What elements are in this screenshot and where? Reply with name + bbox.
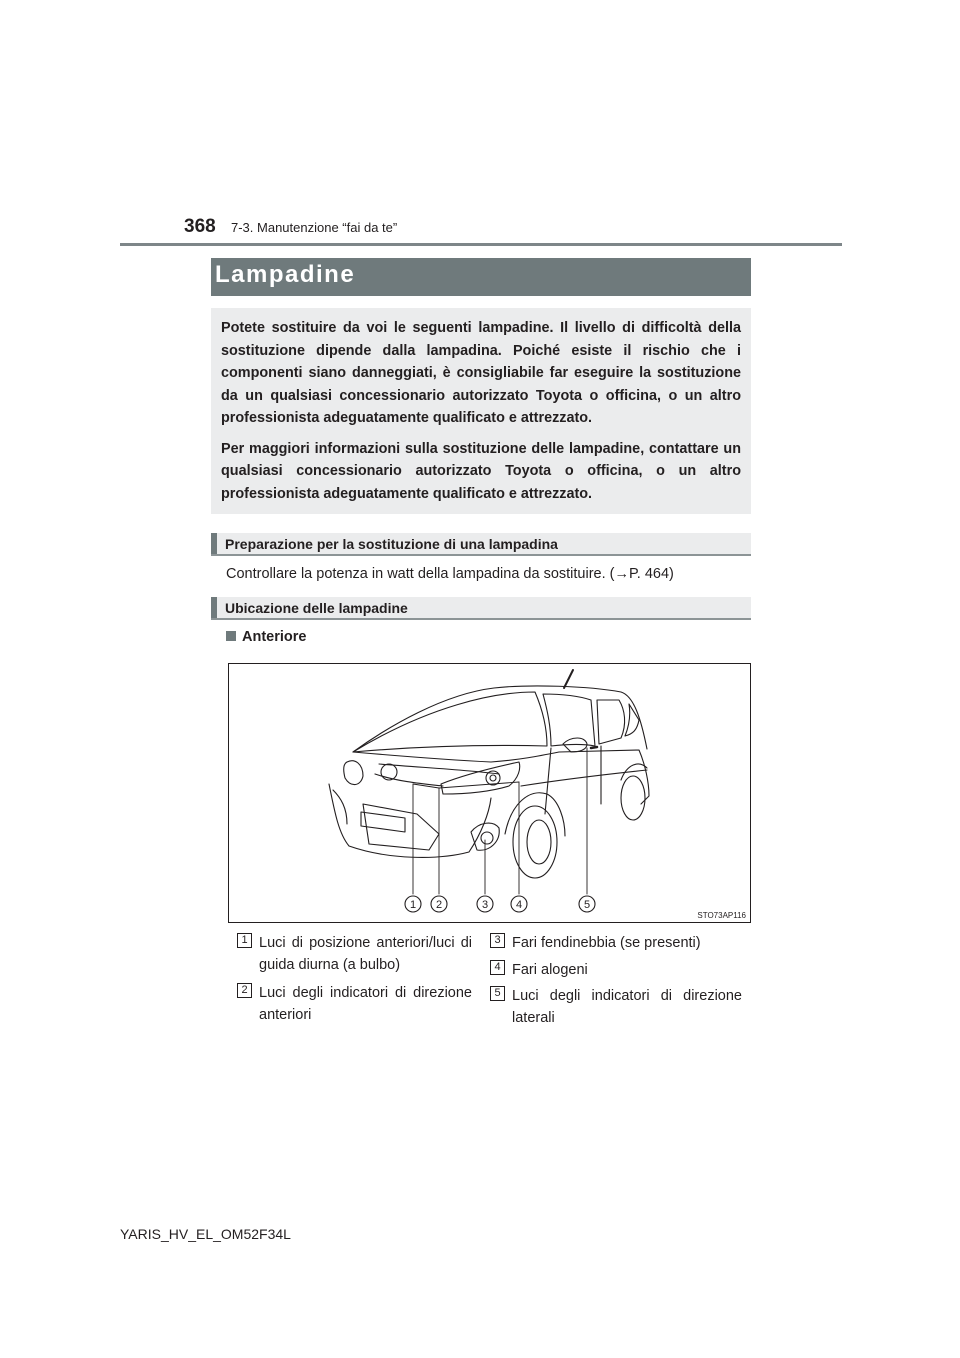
subheading-preparation-label: Preparazione per la sostituzione di una lampadina [225, 536, 558, 552]
front-heading [226, 629, 306, 645]
hood-line [353, 752, 491, 762]
legend-text-3: Fari fendinebbia (se presenti) [512, 935, 701, 951]
legend-text-1: Luci di posizione anteriori/luci di guida diurna (a bulbo) [259, 935, 472, 973]
car-roof-outline [353, 686, 647, 752]
subheading-location-label: Ubicazione delle lampadine [225, 600, 408, 616]
callout-number-3: 3 [481, 899, 489, 911]
subheading-preparation [211, 533, 751, 556]
door-line [545, 748, 551, 814]
rear-wheel-arch [621, 764, 647, 780]
header-rule [120, 243, 842, 246]
lower-grille [363, 804, 439, 850]
car-figure [228, 663, 751, 923]
front-wheel [513, 806, 557, 878]
legend-number-4: 4 [490, 960, 505, 975]
intro-box [211, 308, 751, 514]
legend-number-1: 1 [237, 933, 252, 948]
headlight-right [441, 762, 520, 794]
rear-quarter-window [625, 704, 639, 736]
page-title: Lampadine [215, 261, 356, 288]
callout-number-2: 2 [435, 899, 443, 911]
rear-wheel [621, 776, 645, 820]
legend-text-5: Luci degli indicatori di direzione laterali [512, 988, 742, 1026]
legend-text-2: Luci degli indicatori di direzione anteriori [259, 985, 472, 1023]
legend-number-3: 3 [490, 933, 505, 948]
body-side [491, 750, 649, 804]
intro-paragraph-2: Per maggiori informazioni sulla sostituzione delle lampadine, contattare un qualsiasi concessionario autorizzato Toyota o officina, o un altro professionista adeguatamente qualificato e attrezzato. [221, 440, 741, 502]
side-window-front [543, 694, 595, 746]
preparation-text: Controllare la potenza in watt della lampadina da sostituire. (→P. 464) [226, 566, 674, 582]
bumper-left-curve [333, 790, 347, 824]
callout-number-1: 1 [409, 899, 417, 911]
side-window-rear [597, 700, 625, 744]
callout-number-4: 4 [515, 899, 523, 911]
figure-code: STO73AP116 [697, 911, 746, 920]
legend-text-4: Fari alogeni [512, 962, 588, 978]
car-illustration [229, 664, 750, 922]
section-label: 7-3. Manutenzione “fai da te” [231, 220, 398, 235]
title-bar [211, 258, 751, 296]
legend-number-2: 2 [237, 983, 252, 998]
headlight-left [344, 761, 363, 785]
fog-light [481, 832, 493, 844]
side-indicator [591, 747, 597, 748]
page-number: 368 [184, 216, 216, 237]
upper-grille [375, 774, 443, 786]
footer-doc-code: YARIS_HV_EL_OM52F34L [120, 1226, 291, 1242]
subheading-location [211, 597, 751, 620]
windshield [353, 692, 547, 752]
front-bumper [329, 784, 491, 857]
callout-number-5: 5 [583, 899, 591, 911]
legend-number-5: 5 [490, 986, 505, 1001]
license-plate [361, 812, 405, 832]
front-heading-label: Anteriore [242, 629, 307, 645]
intro-paragraph-1: Potete sostituire da voi le seguenti lampadine. Il livello di difficoltà della sostituzione dipende dalla lampadina. Poiché esiste il rischio che i componenti siano danneggiati, è consigliabile far eseguire la sostituzione da un qualsiasi concessionario autorizzato Toyota o officina, o un altro professionista adeguatamente qualificato e attrezzato. [221, 320, 741, 426]
square-bullet-icon [226, 631, 236, 641]
antenna [564, 670, 573, 688]
